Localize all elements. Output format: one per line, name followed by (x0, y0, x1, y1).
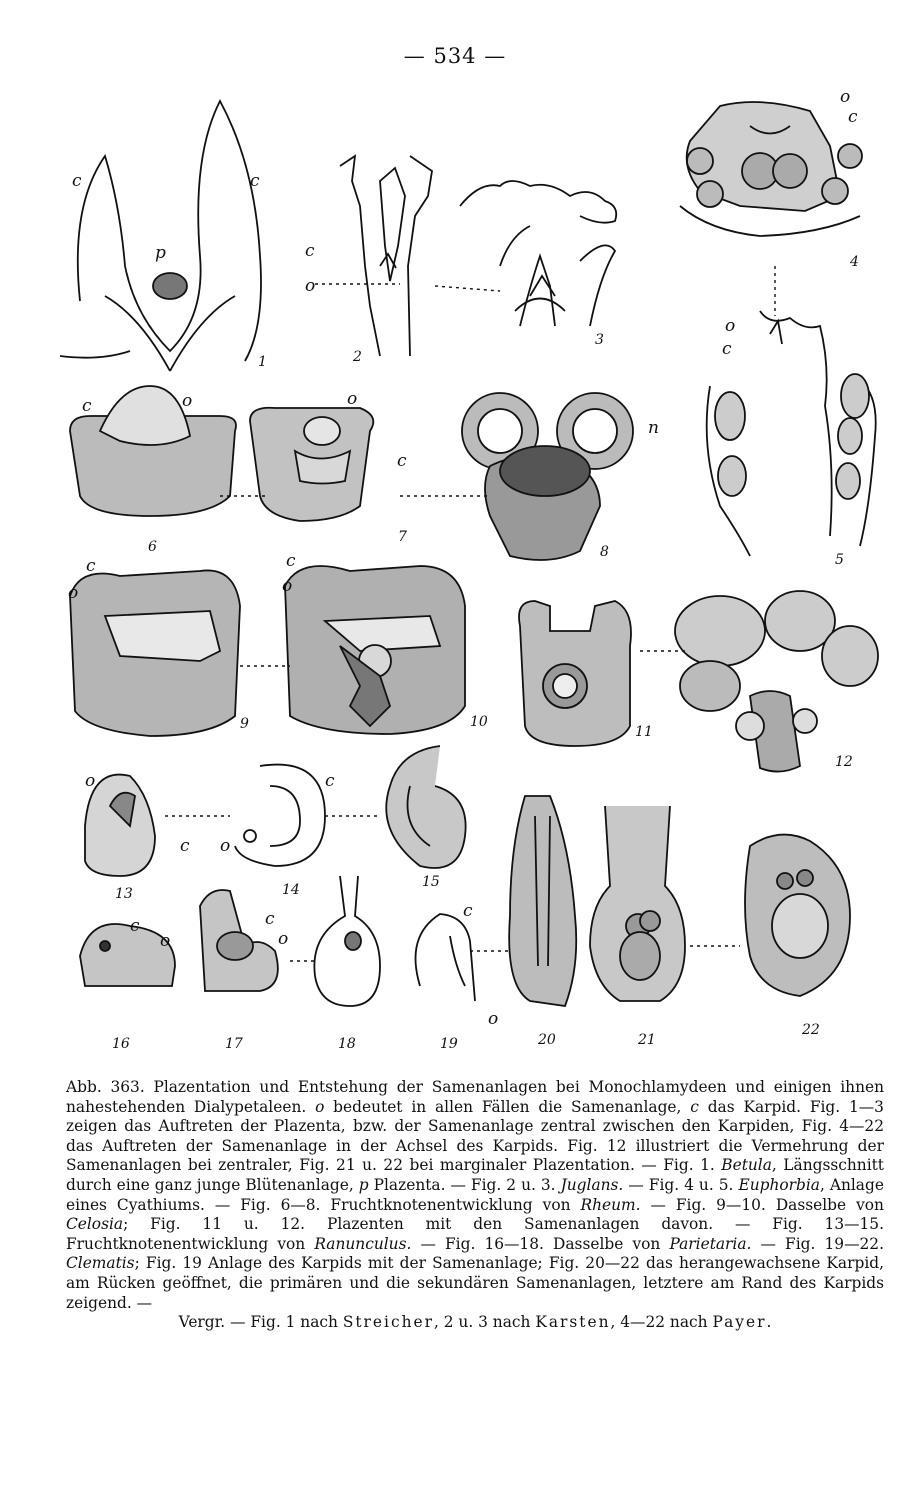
figure-number: 12 (835, 754, 853, 770)
label-n: n (648, 418, 659, 438)
label-c: c (397, 451, 407, 471)
fig-9-drawing (70, 570, 240, 736)
label-c: c (848, 107, 858, 127)
figure-number: 4 (850, 254, 859, 270)
label-o: o (347, 389, 358, 409)
figure-number: 3 (595, 332, 604, 348)
caption-author-streicher: Streicher (342, 1313, 434, 1332)
page-number: — 534 — (403, 44, 507, 68)
fig-4-drawing (680, 102, 862, 236)
label-c: c (72, 171, 82, 191)
label-c: c (250, 171, 260, 191)
label-c: c (130, 916, 140, 936)
caption-taxon-clematis: Clematis (66, 1254, 135, 1273)
caption-taxon-rheum: Rheum. (580, 1195, 641, 1214)
label-c: c (463, 901, 473, 921)
figure-number: 11 (635, 724, 653, 740)
caption-author-karsten: Karsten (535, 1313, 611, 1332)
caption-taxon-betula: Betula (721, 1156, 772, 1175)
label-c: c (305, 241, 315, 261)
figure-number: 19 (440, 1036, 458, 1052)
caption-taxon-ranunculus: Ranunculus. (314, 1234, 412, 1253)
fig-1-drawing (60, 101, 261, 371)
caption-symbol-o: o (315, 1097, 325, 1116)
label-o: o (282, 576, 293, 596)
caption-text: — Fig. 4 u. 5. (623, 1175, 734, 1194)
caption-text: , 4—22 nach (610, 1313, 708, 1332)
figure-number: 21 (638, 1032, 656, 1048)
caption-text: bedeutet in allen Fällen die Samenanlage, (324, 1097, 682, 1116)
fig-12-drawing (675, 591, 878, 772)
label-o: o (182, 391, 193, 411)
fig-21-drawing (590, 806, 685, 1001)
label-c: c (325, 771, 335, 791)
caption-taxon-euphorbia: Euphorbia (738, 1175, 820, 1194)
figure-number: 15 (422, 874, 440, 890)
figure-number: 5 (835, 552, 844, 568)
label-o: o (725, 316, 736, 336)
figure-number: 8 (600, 544, 609, 560)
label-c: c (265, 909, 275, 929)
figure-number: 18 (338, 1036, 356, 1052)
caption-symbol-p: p (358, 1175, 369, 1194)
label-o: o (305, 276, 316, 296)
figure-number: 22 (802, 1022, 820, 1038)
figure-number: 6 (148, 539, 157, 555)
caption-text: , Anlage eines Cyathiums. — Fig. 6—8. Fruchtknotenentwicklung von (66, 1175, 884, 1214)
fig-6-drawing (70, 386, 236, 516)
figure-number: 13 (115, 886, 133, 902)
fig-2-drawing (340, 156, 432, 356)
fig-22-drawing (745, 835, 850, 996)
caption-text: — Fig. 19—22. (751, 1234, 884, 1253)
caption-taxon-juglans: Juglans. (560, 1175, 624, 1194)
fig-11-drawing (519, 601, 631, 746)
label-c: c (82, 396, 92, 416)
label-o: o (840, 87, 851, 107)
caption-taxon-celosia: Celosia (66, 1215, 124, 1234)
fig-8-drawing (462, 393, 633, 560)
caption-text: . (766, 1313, 772, 1332)
caption-text: — Fig. 9—10. Dasselbe von (640, 1195, 884, 1214)
caption-text: Vergr. — Fig. 1 nach (178, 1313, 338, 1332)
figure-number: 17 (225, 1036, 243, 1052)
fig-13-drawing (85, 775, 155, 876)
fig-20-drawing (509, 796, 576, 1006)
caption-text: Plazenta. — Fig. 2 u. 3. (368, 1175, 556, 1194)
figure-caption (66, 1078, 884, 1333)
figure-number: 16 (112, 1036, 130, 1052)
fig-19-drawing (416, 914, 476, 1001)
label-c: c (180, 836, 190, 856)
label-c: c (286, 551, 296, 571)
fig-15-drawing (386, 746, 465, 868)
fig-3-drawing (460, 181, 616, 326)
figure-number: 7 (398, 529, 407, 545)
fig-5-drawing (707, 311, 876, 556)
caption-author-payer: Payer (712, 1313, 767, 1332)
label-c: c (86, 556, 96, 576)
label-o: o (85, 771, 96, 791)
label-o: o (220, 836, 231, 856)
fig-17-drawing (200, 890, 278, 991)
caption-text: ; Fig. 19 Anlage des Karpids mit der Samenanlage; Fig. 20—22 das herangewachsene Karpid, am Rücken geöffnet, die primären und die sekundären Samenanlagen, letztere am Rand des Karpids zeigend. — (66, 1254, 884, 1312)
caption-text: ; Fig. 11 u. 12. Plazenten mit den Samenanlagen davon. — Fig. 13—15. Fruchtknotenentwicklung von (66, 1215, 884, 1253)
label-o: o (488, 1009, 499, 1029)
figure-number: 14 (282, 882, 300, 898)
caption-text: — Fig. 16—18. Dasselbe von (411, 1234, 661, 1253)
caption-text: Abb. 363. Plazentation und Entstehung der Samenanlagen bei Monochlamydeen und einigen ihnen nahestehenden Dialypetaleen. (66, 1078, 884, 1116)
caption-body (66, 1078, 884, 1313)
label-o: o (278, 929, 289, 949)
label-c: c (722, 339, 732, 359)
caption-text: das Karpid. Fig. 1—3 zeigen das Auftreten der Plazenta, bzw. der Samenanlage zentral zwischen den Karpiden, Fig. 4—22 das Auftreten der Samenanlage in der Achsel des Karpids. Fig. 12 illustriert die Vermehrung der Samenanlagen bei zentraler, Fig. 21 u. 22 bei marginaler Plazentation. — Fig. 1. (66, 1097, 884, 1175)
caption-symbol-c: c (690, 1097, 699, 1116)
figure-number: 9 (240, 716, 249, 732)
caption-text: , Längsschnitt durch eine ganz junge Blütenanlage, (66, 1156, 884, 1194)
label-o: o (160, 931, 171, 951)
fig-7-drawing (250, 408, 373, 521)
fig-14-drawing (235, 765, 325, 866)
fig-18-drawing (314, 876, 380, 1006)
fig-10-drawing (285, 566, 465, 734)
label-p: p (155, 243, 166, 263)
caption-text: , 2 u. 3 nach (433, 1313, 531, 1332)
figure-number: 2 (353, 349, 362, 365)
figure-number: 10 (470, 714, 488, 730)
caption-taxon-parietaria: Parietaria. (669, 1234, 752, 1253)
figure-number: 20 (538, 1032, 556, 1048)
botanical-figure-plate (60, 86, 890, 1061)
figure-number: 1 (258, 354, 267, 370)
label-o: o (68, 583, 79, 603)
caption-credits (66, 1313, 884, 1333)
